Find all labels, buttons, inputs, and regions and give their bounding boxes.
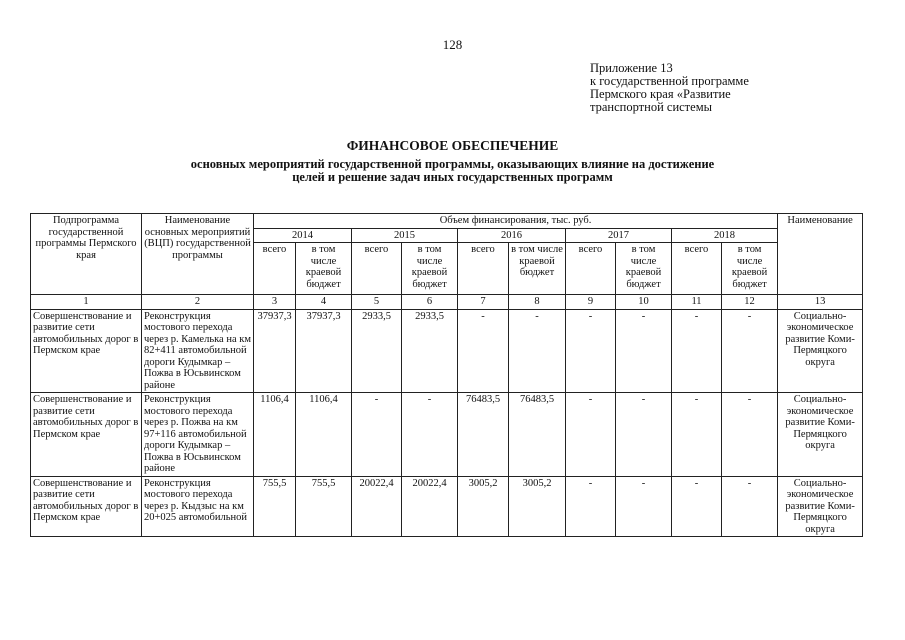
document-title: ФИНАНСОВОЕ ОБЕСПЕЧЕНИЕ — [346, 138, 559, 153]
header-funding: Объем финансирования, тыс. руб. — [254, 214, 778, 229]
cell-value: 37937,3 — [254, 309, 296, 393]
appendix-line: Приложение 13 — [590, 61, 673, 75]
cell-value: 755,5 — [254, 476, 296, 537]
cell-value: 76483,5 — [509, 393, 566, 477]
cell-value: 76483,5 — [458, 393, 509, 477]
cell-subprogram: Совершенствование и развитие сети автомобильных дорог в Пермском крае — [31, 309, 142, 393]
header-total: всего — [254, 243, 296, 295]
header-total: всего — [458, 243, 509, 295]
header-name: Наименование — [778, 214, 863, 295]
financing-table — [30, 213, 863, 537]
column-number: 5 — [352, 295, 402, 310]
cell-name: Социально-экономическое развитие Коми-Пермяцкого округа — [778, 393, 863, 477]
cell-value: 3005,2 — [458, 476, 509, 537]
table-row — [31, 393, 863, 477]
cell-value: 1106,4 — [296, 393, 352, 477]
appendix-line: транспортной системы — [590, 100, 712, 114]
cell-subprogram: Совершенствование и развитие сети автомобильных дорог в Пермском крае — [31, 476, 142, 537]
cell-value: - — [458, 309, 509, 393]
cell-value: - — [352, 393, 402, 477]
header-year: 2017 — [566, 228, 672, 243]
column-number: 11 — [672, 295, 722, 310]
column-number: 3 — [254, 295, 296, 310]
cell-value: - — [672, 309, 722, 393]
column-number: 6 — [402, 295, 458, 310]
header-year: 2014 — [254, 228, 352, 243]
cell-value: 3005,2 — [509, 476, 566, 537]
column-number: 9 — [566, 295, 616, 310]
column-number: 10 — [616, 295, 672, 310]
header-regional: в том числе краевой бюджет — [722, 243, 778, 295]
header-year: 2015 — [352, 228, 458, 243]
cell-value: 20022,4 — [352, 476, 402, 537]
cell-value: 1106,4 — [254, 393, 296, 477]
cell-value: - — [616, 476, 672, 537]
cell-value: - — [616, 309, 672, 393]
header-year: 2018 — [672, 228, 778, 243]
column-number: 4 — [296, 295, 352, 310]
cell-value: 2933,5 — [352, 309, 402, 393]
header-total: всего — [672, 243, 722, 295]
column-number: 8 — [509, 295, 566, 310]
table-row — [31, 476, 863, 537]
appendix-line: Пермского края «Развитие — [590, 87, 731, 101]
header-regional: в том числе краевой бюджет — [616, 243, 672, 295]
cell-event: Реконструкция мостового перехода через р. Пожва на км 97+116 автомобильной дороги Кудымкар – Пожва в Юсьвинском районе — [142, 393, 254, 477]
cell-subprogram: Совершенствование и развитие сети автомобильных дорог в Пермском крае — [31, 393, 142, 477]
column-number: 7 — [458, 295, 509, 310]
cell-event: Реконструкция мостового перехода через р. Кыдзыс на км 20+025 автомобильной — [142, 476, 254, 537]
header-total: всего — [566, 243, 616, 295]
appendix-line: к государственной программе — [590, 74, 749, 88]
cell-value: - — [672, 393, 722, 477]
cell-value: - — [722, 393, 778, 477]
column-number: 13 — [778, 295, 863, 310]
cell-value: - — [509, 309, 566, 393]
header-regional: в том числе краевой бюджет — [509, 243, 566, 295]
header-year: 2016 — [458, 228, 566, 243]
cell-value: 755,5 — [296, 476, 352, 537]
cell-name: Социально-экономическое развитие Коми-Пермяцкого округа — [778, 476, 863, 537]
header-event: Наименование основных мероприятий (ВЦП) государственной программы — [142, 214, 254, 295]
cell-value: - — [566, 393, 616, 477]
cell-value: 20022,4 — [402, 476, 458, 537]
cell-value: - — [722, 476, 778, 537]
header-regional: в том числе краевой бюджет — [296, 243, 352, 295]
cell-value: - — [566, 309, 616, 393]
header-regional: в том числе краевой бюджет — [402, 243, 458, 295]
cell-value: - — [566, 476, 616, 537]
column-number: 1 — [31, 295, 142, 310]
cell-value: - — [722, 309, 778, 393]
column-number: 2 — [142, 295, 254, 310]
cell-name: Социально-экономическое развитие Коми-Пермяцкого округа — [778, 309, 863, 393]
cell-value: 37937,3 — [296, 309, 352, 393]
cell-event: Реконструкция мостового перехода через р. Камелька на км 82+411 автомобильной дороги Кудымкар – Пожва в Юсьвинском районе — [142, 309, 254, 393]
appendix-note — [590, 62, 749, 114]
cell-value: 2933,5 — [402, 309, 458, 393]
table-row — [31, 309, 863, 393]
page-number: 128 — [442, 37, 463, 52]
cell-value: - — [402, 393, 458, 477]
column-number: 12 — [722, 295, 778, 310]
header-subprogram: Подпрограмма государственной программы Пермского края — [31, 214, 142, 295]
cell-value: - — [672, 476, 722, 537]
document-subtitle: основных мероприятий государственной программы, оказывающих влияние на достижение целей и решение задач иных государственных программ — [190, 157, 715, 184]
header-total: всего — [352, 243, 402, 295]
cell-value: - — [616, 393, 672, 477]
